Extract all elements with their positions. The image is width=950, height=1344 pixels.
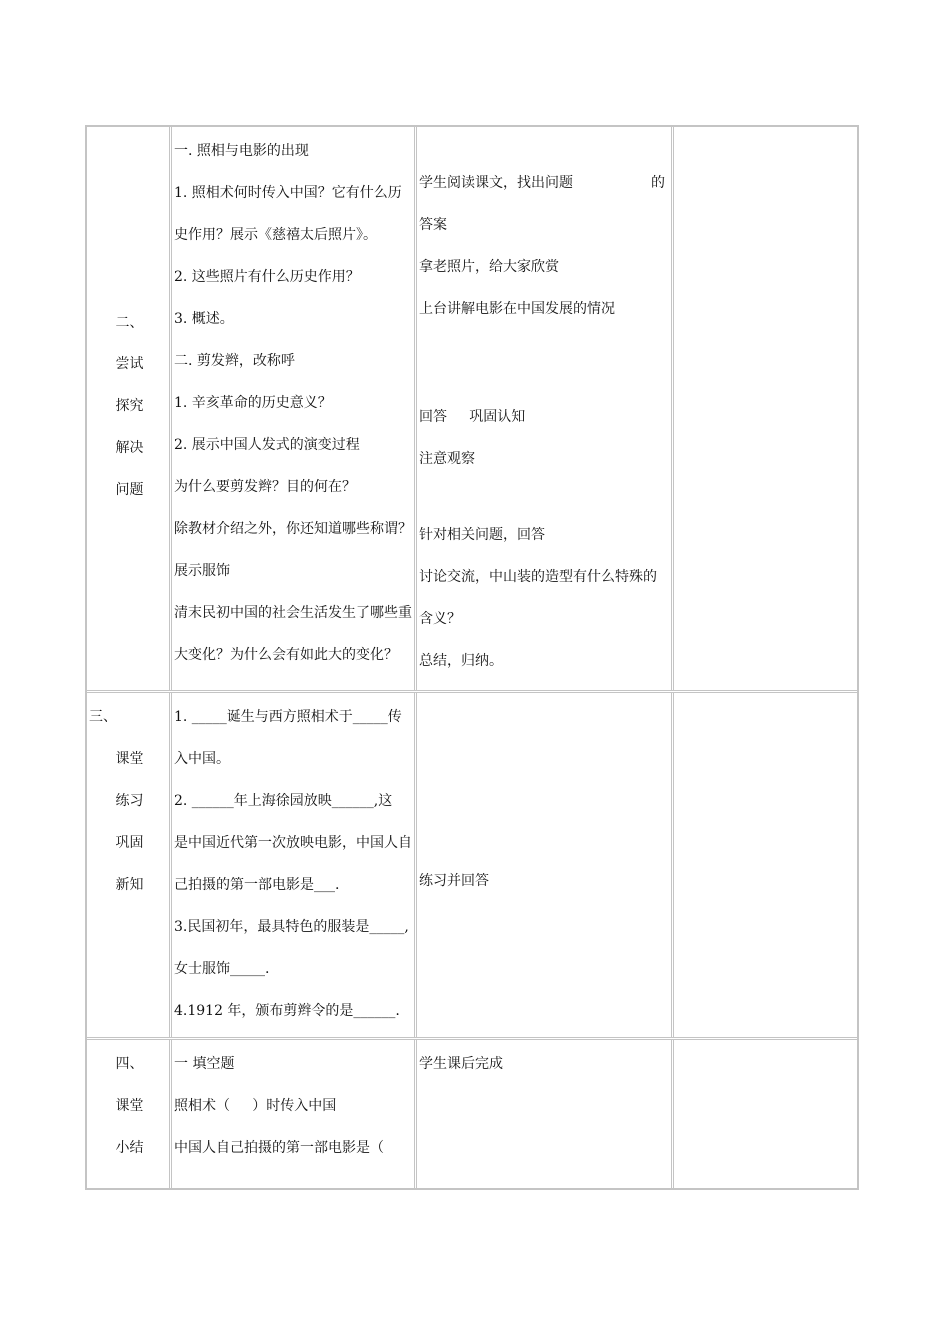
student-text: 注意观察	[419, 451, 475, 467]
stage-label: 课堂	[115, 751, 144, 767]
lesson-plan-table	[85, 125, 859, 1190]
teacher-text: 清末民初中国的社会生活发生了哪些重	[174, 605, 412, 621]
stage-label: 练习	[115, 793, 144, 809]
teacher-text: 中国人自己拍摄的第一部电影是（	[174, 1140, 384, 1156]
table-row	[87, 127, 857, 693]
notes-cell	[674, 1040, 857, 1188]
teacher-text: 女士服饰_____.	[174, 961, 270, 977]
student-activity-cell	[417, 127, 674, 690]
student-text: 的	[651, 175, 665, 191]
stage-label: 尝试	[115, 356, 144, 372]
teacher-text: 照相术（ ）时传入中国	[174, 1098, 337, 1114]
stage-cell	[87, 1040, 172, 1188]
stage-label: 三、	[89, 709, 117, 725]
teacher-text: 3.民国初年，最具特色的服装是_____,	[174, 919, 409, 935]
teacher-text: 4.1912 年，颁布剪辫令的是______.	[174, 1003, 400, 1019]
student-text: 针对相关问题，回答	[419, 527, 545, 543]
student-text: 学生课后完成	[419, 1056, 503, 1072]
student-text: 回答 巩固认知	[419, 409, 526, 425]
stage-label: 四、	[115, 1056, 144, 1072]
teacher-text: 一. 照相与电影的出现	[174, 143, 309, 159]
student-text: 答案	[419, 217, 447, 233]
teacher-text: 展示服饰	[174, 563, 230, 579]
table-row	[87, 693, 857, 1040]
stage-label: 解决	[115, 440, 144, 456]
table-row	[87, 1040, 857, 1188]
student-activity-cell	[417, 693, 674, 1037]
student-text: 学生阅读课文，找出问题	[419, 175, 573, 191]
stage-label: 新知	[115, 877, 144, 893]
stage-label: 探究	[115, 398, 144, 414]
stage-label: 二、	[115, 315, 144, 331]
teacher-text: 除教材介绍之外，你还知道哪些称谓？	[174, 521, 412, 537]
stage-label: 巩固	[115, 835, 144, 851]
teacher-text: 入中国。	[174, 751, 230, 767]
teacher-text: 一 填空题	[174, 1056, 235, 1072]
stage-cell	[87, 693, 172, 1037]
student-text: 总结，归纳。	[419, 653, 503, 669]
student-text: 上台讲解电影在中国发展的情况	[419, 301, 615, 317]
student-text: 拿老照片，给大家欣赏	[419, 259, 559, 275]
student-activity-cell	[417, 1040, 674, 1188]
stage-label: 问题	[115, 482, 144, 498]
teacher-activity-cell	[172, 127, 417, 690]
student-text: 练习并回答	[419, 873, 489, 889]
teacher-text: 己拍摄的第一部电影是___.	[174, 877, 340, 893]
teacher-text: 二. 剪发辫，改称呼	[174, 353, 295, 369]
teacher-text: 2. 这些照片有什么历史作用？	[174, 269, 360, 285]
stage-label: 课堂	[115, 1098, 144, 1114]
teacher-text: 3. 概述。	[174, 311, 234, 327]
teacher-text: 大变化？为什么会有如此大的变化？	[174, 647, 398, 663]
teacher-activity-cell	[172, 693, 417, 1037]
notes-cell	[674, 693, 857, 1037]
student-text: 含义？	[419, 611, 461, 627]
student-text: 讨论交流，中山装的造型有什么特殊的	[419, 569, 657, 585]
teacher-text: 2. 展示中国人发式的演变过程	[174, 437, 360, 453]
stage-label: 小结	[115, 1140, 144, 1156]
stage-cell	[87, 127, 172, 690]
teacher-text: 为什么要剪发辫？目的何在？	[174, 479, 356, 495]
teacher-text: 史作用？展示《慈禧太后照片》。	[174, 227, 377, 243]
teacher-text: 2. ______年上海徐园放映______,这	[174, 793, 393, 809]
teacher-text: 是中国近代第一次放映电影，中国人自	[174, 835, 412, 851]
notes-cell	[674, 127, 857, 690]
teacher-activity-cell	[172, 1040, 417, 1188]
teacher-text: 1. 照相术何时传入中国？它有什么历	[174, 185, 402, 201]
teacher-text: 1. _____诞生与西方照相术于_____传	[174, 709, 402, 725]
teacher-text: 1. 辛亥革命的历史意义？	[174, 395, 332, 411]
